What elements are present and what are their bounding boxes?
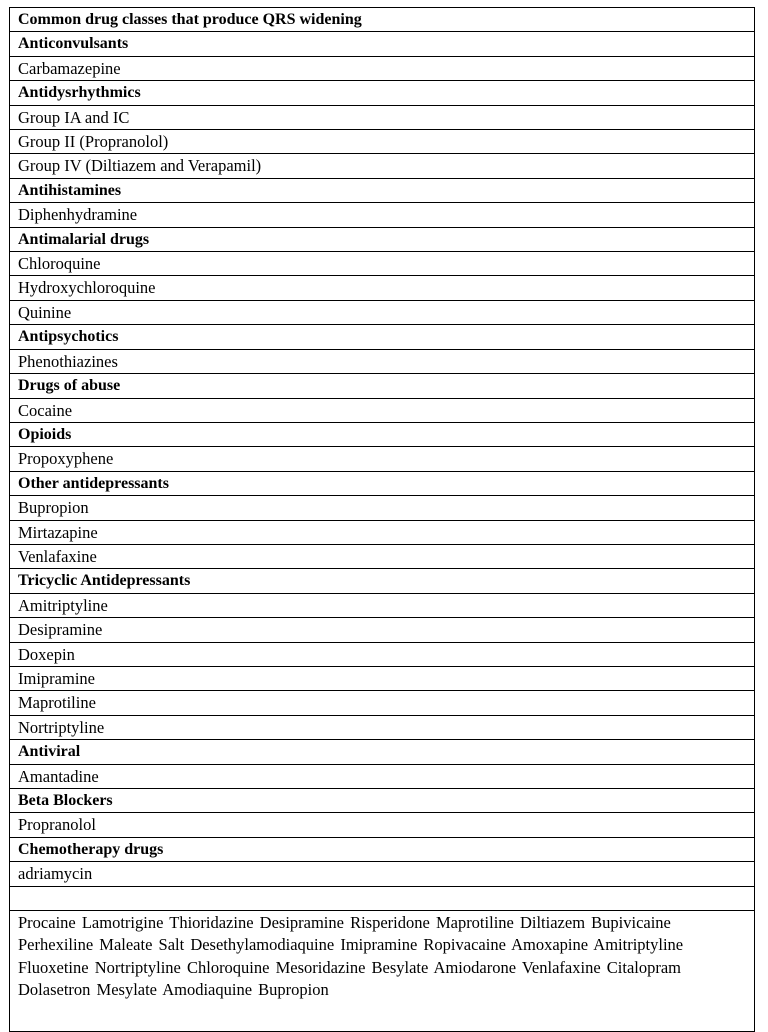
drug-classes-table <box>9 7 755 1032</box>
category-row <box>10 569 755 593</box>
drug-row <box>10 349 755 373</box>
category-row <box>10 81 755 105</box>
drug-row <box>10 203 755 227</box>
drug-name: adriamycin <box>10 862 755 886</box>
drug-name: Desipramine <box>10 618 755 642</box>
empty-row <box>10 886 755 910</box>
drug-name: Group II (Propranolol) <box>10 130 755 154</box>
category-heading: Other antidepressants <box>10 471 755 495</box>
drug-name: Mirtazapine <box>10 520 755 544</box>
drug-name: Diphenhydramine <box>10 203 755 227</box>
category-row <box>10 837 755 861</box>
category-row <box>10 227 755 251</box>
drug-name: Nortriptyline <box>10 715 755 739</box>
category-heading: Drugs of abuse <box>10 374 755 398</box>
drug-name: Bupropion <box>10 496 755 520</box>
category-heading: Antipsychotics <box>10 325 755 349</box>
drug-row <box>10 276 755 300</box>
drug-name: Phenothiazines <box>10 349 755 373</box>
drug-row <box>10 691 755 715</box>
drug-row <box>10 764 755 788</box>
table-title-row <box>10 8 755 32</box>
drug-row <box>10 252 755 276</box>
category-row <box>10 740 755 764</box>
drug-row <box>10 544 755 568</box>
drug-list-paragraph: Procaine Lamotrigine Thioridazine Desipramine Risperidone Maprotiline Diltiazem Bupivicaine Perhexiline Maleate Salt Desethylamodiaquine Imipramine Ropivacaine Amoxapine Amitriptyline Fluoxetine Nortriptyline Chloroquine Mesoridazine Besylate Amiodarone Venlafaxine Citalopram Dolasetron Mesylate Amodiaquine Bupropion <box>10 911 755 1032</box>
drug-row <box>10 154 755 178</box>
drug-name: Group IV (Diltiazem and Verapamil) <box>10 154 755 178</box>
drug-name: Quinine <box>10 300 755 324</box>
category-heading: Antiviral <box>10 740 755 764</box>
drug-row <box>10 520 755 544</box>
drug-list-row <box>10 911 755 1032</box>
drug-row <box>10 813 755 837</box>
empty-cell <box>10 886 755 910</box>
drug-name: Carbamazepine <box>10 56 755 80</box>
category-heading: Beta Blockers <box>10 789 755 813</box>
drug-name: Maprotiline <box>10 691 755 715</box>
drug-name: Amitriptyline <box>10 593 755 617</box>
drug-row <box>10 496 755 520</box>
drug-row <box>10 300 755 324</box>
category-row <box>10 32 755 56</box>
drug-name: Imipramine <box>10 666 755 690</box>
category-row <box>10 178 755 202</box>
drug-row <box>10 56 755 80</box>
table-body <box>10 8 755 1032</box>
category-row <box>10 422 755 446</box>
drug-name: Venlafaxine <box>10 544 755 568</box>
category-heading: Antimalarial drugs <box>10 227 755 251</box>
category-row <box>10 325 755 349</box>
drug-name: Cocaine <box>10 398 755 422</box>
drug-row <box>10 398 755 422</box>
drug-row <box>10 105 755 129</box>
category-row <box>10 471 755 495</box>
drug-row <box>10 666 755 690</box>
drug-name: Chloroquine <box>10 252 755 276</box>
drug-row <box>10 715 755 739</box>
drug-name: Hydroxychloroquine <box>10 276 755 300</box>
category-row <box>10 374 755 398</box>
category-heading: Tricyclic Antidepressants <box>10 569 755 593</box>
category-heading: Anticonvulsants <box>10 32 755 56</box>
drug-row <box>10 862 755 886</box>
drug-name: Group IA and IC <box>10 105 755 129</box>
drug-name: Doxepin <box>10 642 755 666</box>
category-heading: Antihistamines <box>10 178 755 202</box>
drug-row <box>10 618 755 642</box>
category-row <box>10 789 755 813</box>
drug-row <box>10 447 755 471</box>
category-heading: Chemotherapy drugs <box>10 837 755 861</box>
category-heading: Antidysrhythmics <box>10 81 755 105</box>
drug-name: Propranolol <box>10 813 755 837</box>
drug-row <box>10 593 755 617</box>
drug-name: Propoxyphene <box>10 447 755 471</box>
drug-row <box>10 130 755 154</box>
drug-row <box>10 642 755 666</box>
category-heading: Opioids <box>10 422 755 446</box>
table-title: Common drug classes that produce QRS widening <box>10 8 755 32</box>
drug-name: Amantadine <box>10 764 755 788</box>
